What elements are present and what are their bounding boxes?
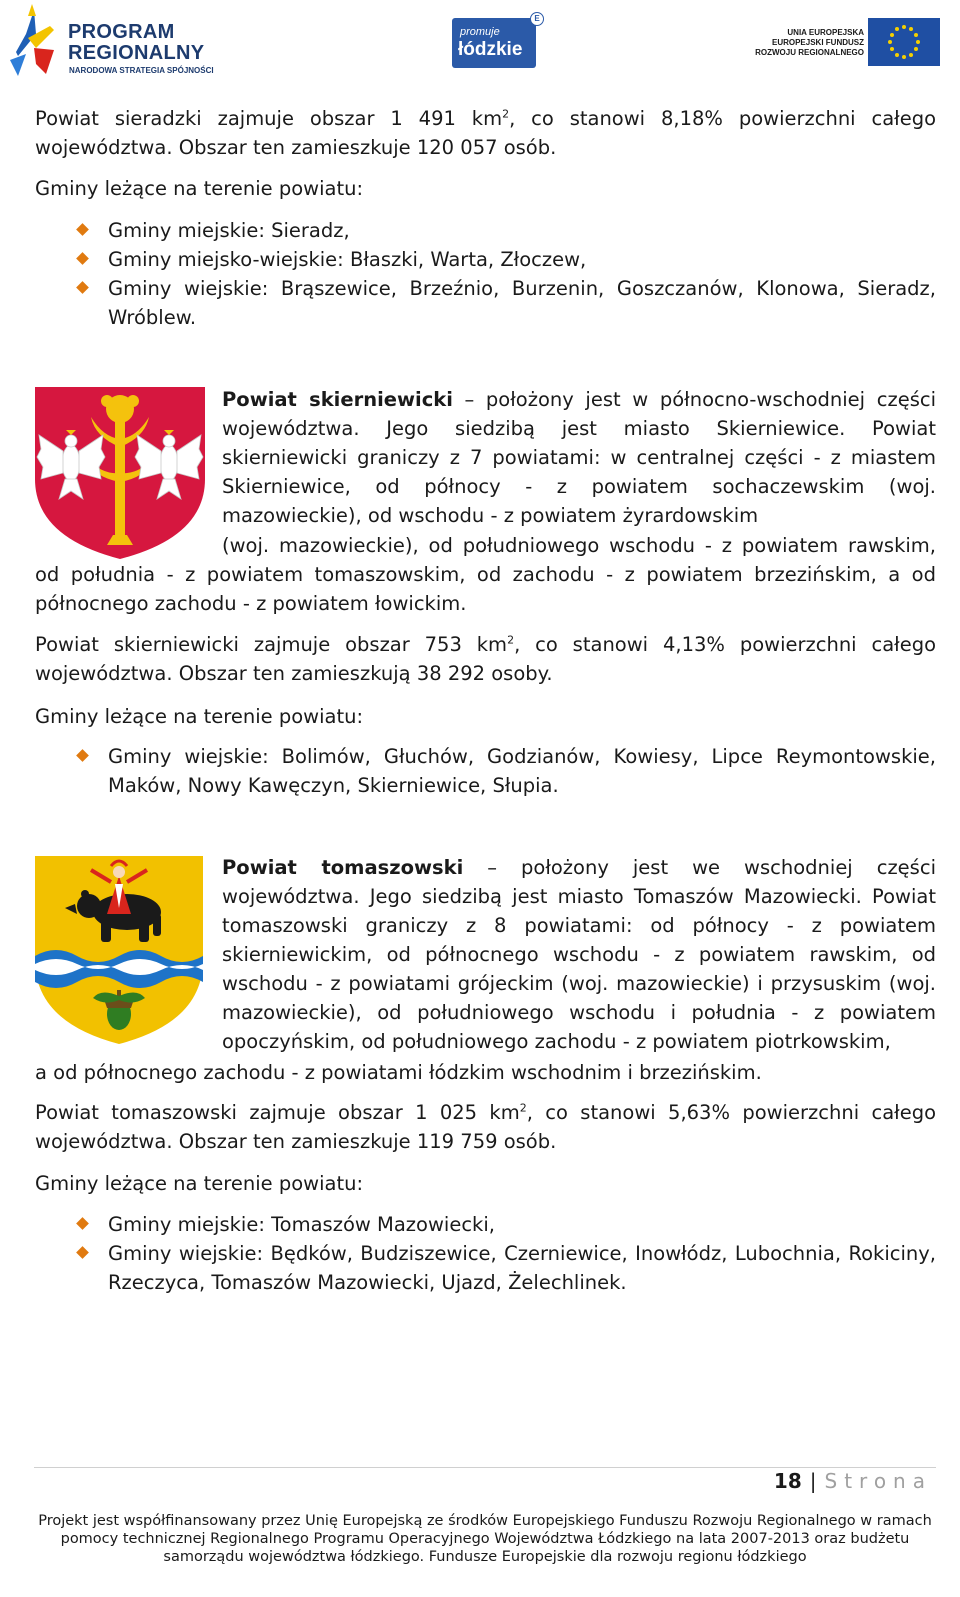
sieradzki-gminy-heading: Gminy leżące na terenie powiatu: <box>35 177 364 200</box>
page-number-separator: | <box>809 1469 817 1493</box>
footer-line2: pomocy technicznej Regionalnego Programu Operacyjnego Województwa Łódzkiego na lata 2007-2013 oraz budżetu <box>60 1531 910 1547</box>
footer-line1: Projekt jest współfinansowany przez Unię Europejską ze środków Europejskiego Funduszu Rozwoju Regionalnego w ramach <box>38 1513 932 1529</box>
logo-mid-line1: promuje <box>460 26 500 38</box>
eu-flag-icon <box>868 18 940 66</box>
sieradzki-area-text-rest: , co stanowi 8,18% powierzchni całego województwa. Obszar ten zamieszkuje 120 057 osób. <box>35 107 936 159</box>
skierniewicki-gminy-heading: Gminy leżące na terenie powiatu: <box>35 705 364 728</box>
tomaszowski-area-sup: 2 <box>519 1101 527 1115</box>
page-number-label: Strona <box>824 1469 932 1493</box>
eu-line3: ROZWOJU REGIONALNEGO <box>755 48 864 57</box>
star-logo-icon <box>6 4 62 78</box>
tomaszowski-gminy-heading: Gminy leżące na terenie powiatu: <box>35 1172 364 1195</box>
sieradzki-area-sup: 2 <box>502 107 510 121</box>
bullet-diamond-icon <box>76 223 89 236</box>
tomaszowski-name: Powiat tomaszowski <box>222 856 464 879</box>
tomaszowski-area-text-rest: , co stanowi 5,63% powierzchni całego województwa. Obszar ten zamieszkuje 119 759 osób. <box>35 1101 936 1153</box>
list-item <box>72 1239 936 1297</box>
sieradzki-area-paragraph <box>35 104 936 162</box>
tomaszowski-area-paragraph <box>35 1098 936 1156</box>
page-number-value: 18 <box>773 1469 802 1493</box>
eu-line2: EUROPEJSKI FUNDUSZ <box>771 38 864 47</box>
skierniewicki-area-sup: 2 <box>507 633 515 647</box>
page-number <box>774 1466 932 1496</box>
sieradzki-gminy-list <box>72 216 936 332</box>
list-item <box>72 1210 936 1239</box>
promuje-lodzkie-logo <box>452 12 544 68</box>
list-item-text: Gminy wiejskie: Będków, Budziszewice, Czerniewice, Inowłódz, Lubochnia, Rokiciny, Rzeczyca, Tomaszów Mazowiecki, Ujazd, Żelechlinek. <box>108 1242 936 1294</box>
eu-line1: UNIA EUROPEJSKA <box>787 28 864 37</box>
skierniewicki-description <box>222 385 936 530</box>
bullet-diamond-icon <box>76 1217 89 1230</box>
list-item <box>72 742 936 800</box>
footer-line3: samorządu województwa łódzkiego. Fundusze Europejskie dla rozwoju regionu łódzkiego <box>163 1549 807 1565</box>
list-item <box>72 274 936 332</box>
list-item-text: Gminy wiejskie: Brąszewice, Brzeźnio, Burzenin, Goszczanów, Klonowa, Sieradz, Wróblew. <box>108 277 936 329</box>
tomaszowski-gminy-list <box>72 1210 936 1297</box>
list-item-text: Gminy miejskie: Sieradz, <box>108 219 350 242</box>
logo-left-line1: PROGRAM <box>68 21 175 43</box>
bullet-diamond-icon <box>76 281 89 294</box>
skierniewicki-desc-top: – położony jest w północno-wschodniej części województwa. Jego siedzibą jest miasto Skierniewice. Powiat skierniewicki graniczy z 7 powiatami: w centralnej części - z miastem Skierniewice, od północy - z powiatem sochaczewskim (woj. mazowieckie), od wschodu - z powiatem żyrardowskim <box>222 388 936 527</box>
skierniewicki-description-rest: (woj. mazowieckie), od południowego wschodu - z powiatem rawskim, od południa - z powiatem tomaszowskim, od zachodu - z powiatem brzezińskim, a od północnego zachodu - z powiatem łowickim. <box>35 534 936 615</box>
list-item <box>72 216 936 245</box>
bullet-diamond-icon <box>76 252 89 265</box>
logo-left-line2: REGIONALNY <box>68 42 205 64</box>
program-regionalny-logo <box>6 4 246 78</box>
skierniewicki-area-text-rest: , co stanowi 4,13% powierzchni całego województwa. Obszar ten zamieszkują 38 292 osoby. <box>35 633 936 685</box>
bullet-diamond-icon <box>76 749 89 762</box>
sieradzki-area-text: Powiat sieradzki zajmuje obszar 1 491 km <box>35 107 503 130</box>
eu-logo <box>755 18 950 68</box>
footer-funding-note <box>34 1512 936 1566</box>
logo-mid-line2: łódzkie <box>458 39 523 60</box>
page-header <box>0 0 960 82</box>
list-item-text: Gminy miejskie: Tomaszów Mazowiecki, <box>108 1213 495 1236</box>
tomaszowski-description <box>222 853 936 1056</box>
tomaszowski-area-text: Powiat tomaszowski zajmuje obszar 1 025 km <box>35 1101 520 1124</box>
list-item-text: Gminy miejsko-wiejskie: Błaszki, Warta, Złoczew, <box>108 248 587 271</box>
tomaszowski-description-rest: a od północnego zachodu - z powiatami łódzkim wschodnim i brzezińskim. <box>35 1061 762 1084</box>
skierniewicki-area-paragraph <box>35 630 936 688</box>
bullet-diamond-icon <box>76 1246 89 1259</box>
logo-left-line3: NARODOWA STRATEGIA SPÓJNOŚCI <box>69 66 214 75</box>
skierniewicki-name: Powiat skierniewicki <box>222 388 453 411</box>
list-item-text: Gminy wiejskie: Bolimów, Głuchów, Godzianów, Kowiesy, Lipce Reymontowskie, Maków, Nowy Kawęczyn, Skierniewice, Słupia. <box>108 745 936 797</box>
list-item <box>72 245 936 274</box>
logo-mid-mark: E <box>530 12 544 26</box>
tomaszowski-coat-of-arms-icon <box>35 856 203 1044</box>
skierniewicki-gminy-list <box>72 742 936 800</box>
tomaszowski-desc-top: – położony jest we wschodniej części województwa. Jego siedzibą jest miasto Tomaszów Mazowiecki. Powiat tomaszowski graniczy z 8 powiatami: od północy - z powiatem skierniewickim, od północnego wschodu - z powiatem rawskim, od wschodu - z powiatami grójeckim (woj. mazowieckie) i przysuskim (woj. mazowieckie), od południowego wschodu i południa - z powiatem opoczyńskim, od południowego zachodu - z powiatem piotrkowskim, <box>222 856 936 1053</box>
skierniewicki-area-text: Powiat skierniewicki zajmuje obszar 753 km <box>35 633 508 656</box>
